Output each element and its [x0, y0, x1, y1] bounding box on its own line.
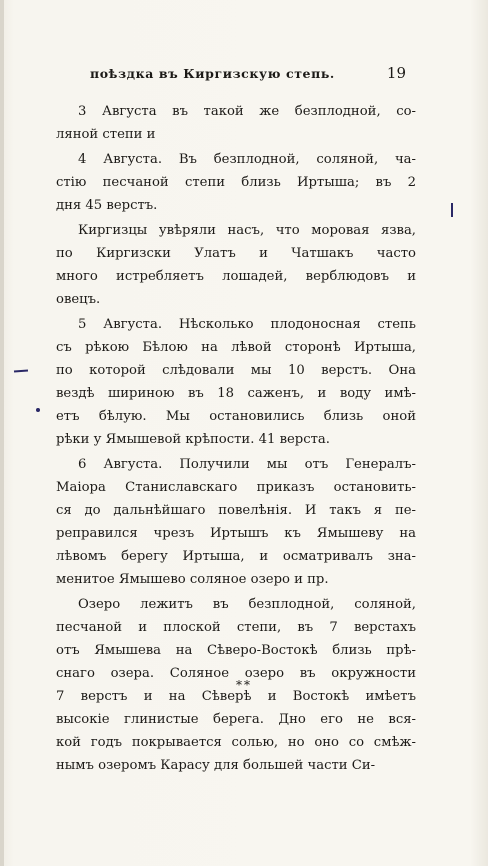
text-line: Озеро лежитъ въ безплодной, соляной, — [78, 597, 416, 612]
text-line: ляной степи и — [56, 127, 156, 142]
text-line: рѣки у Ямышевой крѣпости. 41 верста. — [56, 432, 330, 447]
text-line: вездѣ шириною въ 18 саженъ, и воду имѣ- — [56, 386, 416, 401]
text-line: стію песчаной степи близь Иртыша; въ 2 — [56, 175, 416, 190]
text-line: реправился чрезъ Иртышъ къ Ямышеву на — [56, 526, 416, 541]
ink-mark — [451, 203, 453, 217]
text-line: овецъ. — [56, 292, 101, 307]
text-line: 5 Августа. Нѣсколько плодоносная степь — [78, 317, 416, 332]
text-line: 7 верстъ и на Сѣверѣ и Востокѣ имѣетъ — [56, 689, 416, 704]
text-line: съ рѣкою Бѣлою на лѣвой сторонѣ Иртыша, — [56, 340, 416, 355]
text-line: 6 Августа. Получили мы отъ Генералъ- — [78, 457, 416, 472]
text-line: ся до дальнѣйшаго повелѣнія. И такъ я пе- — [56, 503, 416, 518]
paragraph — [56, 100, 416, 146]
paragraph — [56, 219, 416, 311]
text-line: по Киргизски Улатъ и Чатшакъ часто — [56, 246, 416, 261]
paragraph — [56, 453, 416, 591]
text-line: етъ бѣлую. Мы остановились близь оной — [56, 409, 416, 424]
text-line: менитое Ямышево соляное озеро и пр. — [56, 572, 329, 587]
page-header — [90, 66, 406, 88]
text-line: по которой слѣдовали мы 10 верстъ. Она — [56, 363, 416, 378]
text-line: Киргизцы увѣряли насъ, что моровая язва, — [78, 223, 416, 238]
running-head: поѣздка въ Киргизскую степь. — [90, 66, 335, 81]
signature-mark: ** — [236, 678, 252, 692]
text-line: кой годъ покрывается солью, но оно со смѣж- — [56, 735, 416, 750]
text-line: 3 Августа въ такой же безплодной, со- — [78, 104, 416, 119]
text-line: 4 Августа. Въ безплодной, соляной, ча- — [78, 152, 416, 167]
text-line: дня 45 верстъ. — [56, 198, 158, 213]
text-line: Маіора Станиславскаго приказъ остановить- — [56, 480, 416, 495]
text-line: отъ Ямышева на Сѣверо-Востокѣ близь прѣ- — [56, 643, 416, 658]
text-line: снаго озера. Соляное озеро въ окружности — [56, 666, 416, 681]
text-line: нымъ озеромъ Карасу для большей части Си- — [56, 758, 376, 773]
text-line: песчаной и плоской степи, въ 7 верстахъ — [56, 620, 416, 635]
paragraph — [56, 148, 416, 217]
ink-mark — [36, 408, 40, 412]
page-number: 19 — [386, 64, 406, 82]
text-line: много истребляетъ лошадей, верблюдовъ и — [56, 269, 416, 284]
page-edge — [0, 0, 4, 866]
text-line: высокіе глинистые берега. Дно его не вся- — [56, 712, 416, 727]
body-text — [56, 100, 416, 777]
text-line: лѣвомъ берегу Иртыша, и осматривалъ зна- — [56, 549, 416, 564]
paragraph — [56, 313, 416, 451]
ink-mark — [14, 370, 28, 373]
